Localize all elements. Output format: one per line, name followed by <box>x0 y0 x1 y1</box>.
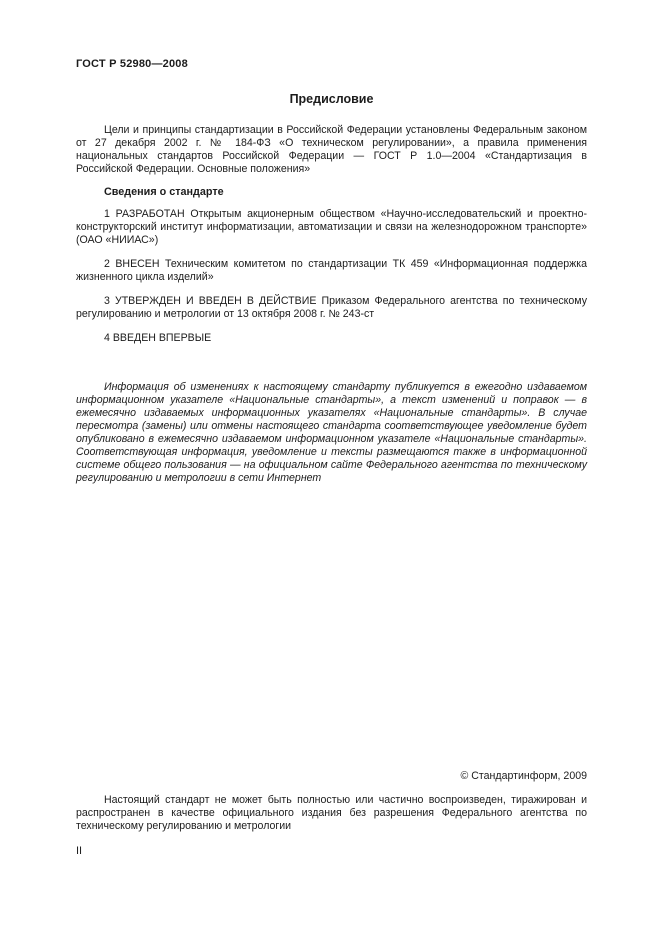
standard-info-item-4: 4 ВВЕДЕН ВПЕРВЫЕ <box>104 332 212 344</box>
copyright-line: © Стандартинформ, 2009 <box>460 770 587 782</box>
standard-info-item-3: 3 УТВЕРЖДЕН И ВВЕДЕН В ДЕЙСТВИЕ Приказом Федерального агентства по техническому регулированию и метрологии от 13 октября 2008 г. № 243-ст <box>76 295 587 320</box>
intro-paragraph: Цели и принципы стандартизации в Российской Федерации установлены Федеральным законом от 27 декабря 2002 г. № 184-ФЗ «О техническом регулировании», а правила применения национальных стандартов Российской Федерации — ГОСТ Р 1.0—2004 «Стандартизация в Российской Федерации. Основные положения» <box>76 124 587 175</box>
page-content <box>76 58 587 485</box>
page-footer-block <box>76 770 587 833</box>
standard-info-item-1: 1 РАЗРАБОТАН Открытым акционерным обществом «Научно-исследовательский и проектно-конструкторский институт информатизации, автоматизации и связи на железнодорожном транспорте» (ОАО «НИИАС») <box>76 208 587 246</box>
page-title: Предисловие <box>289 92 374 106</box>
amendments-notice: Информация об изменениях к настоящему стандарту публикуется в ежегодно издаваемом информационном указателе «Национальные стандарты», а текст изменений и поправок — в ежемесячно издаваемых информационных указателях «Национальные стандарты». В случае пересмотра (замены) или отмены настоящего стандарта соответствующее уведомление будет опубликовано в ежемесячно издаваемом информационном указателе «Национальные стандарты». Соответствующая информация, уведомление и тексты размещаются также в информационной системе общего пользования — на официальном сайте Федерального агентства по техническому регулированию и метрологии в сети Интернет <box>76 381 587 484</box>
section-heading: Сведения о стандарте <box>104 186 224 198</box>
page-number: II <box>76 845 83 857</box>
reproduction-note: Настоящий стандарт не может быть полностью или частично воспроизведен, тиражирован и распространен в качестве официального издания без разрешения Федерального агентства по техническому регулированию и метрологии <box>76 794 587 832</box>
standard-designation: ГОСТ Р 52980—2008 <box>76 58 188 70</box>
standard-info-item-2: 2 ВНЕСЕН Техническим комитетом по стандартизации ТК 459 «Информационная поддержка жизненного цикла изделий» <box>76 258 587 283</box>
